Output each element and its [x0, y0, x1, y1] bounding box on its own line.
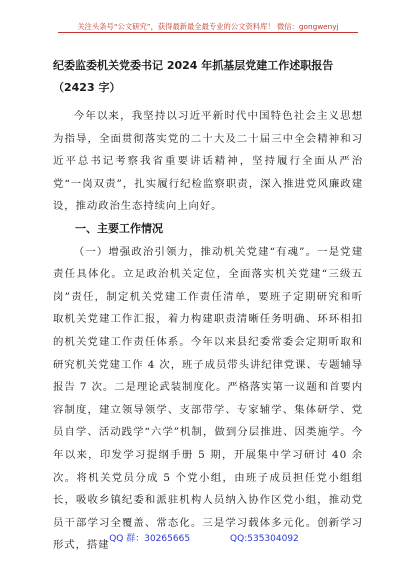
section-paragraph: （一）增强政治引领力，推动机关党建“有魂”。一是党建责任具体化。立足政治机关定位，全面落实机关党建“三级五岗”责任，制定机关党建工作责任清单，要班子定期研究和听取机关党建工作汇报，着力构建职责清晰任务明确、环环相扣的机关党建工作责任体系。今年以来县纪委常委会定期听取和研究机关党建工作 4 次，班子成员带头讲纪律党课、专题辅导报告 7 次。二是理论武装制度化。严格落实第一议题和首要内容制度，建立领导领学、支部带学、专家辅学、集体研学、党员自学、活动践学“六学”机制，做到分层推进、因类施学。今年以来，印发学习提纲手册 5 期，开展集中学习研讨 40 余次。将机关党员分成 5 个党小组，由班子成员担任党小组组长，吸收乡镇纪委和派驻机构人员纳入协作区党小组，推动党员干部学习全覆盖、常态化。三是学习载体多元化。创新学习形式，搭建: [53, 245, 363, 552]
footer: [0, 531, 408, 547]
document-body: [53, 55, 363, 557]
document-title: 纪委监委机关党委书记 2024 年抓基层党建工作述职报告: [53, 59, 334, 72]
footer-qq-group: QQ 群：30265665: [109, 534, 191, 544]
intro-paragraph: 今年以来，我坚持以习近平新时代中国特色社会主义思想为指导，全面贯彻落实党的二十大及二十届三中全会精神和习近平总书记考察我省重要讲话精神，坚持履行全面从严治党“一岗双责”，扎实履行纪检监察职责，深入推进党风廉政建设，推动政治生态持续向上向好。: [53, 110, 363, 213]
header-banner-text: 关注头条号“公文研究”，获得最新最全最专业的公文资料库！ 微信：gongwenyj: [77, 22, 339, 31]
header-banner: [58, 18, 358, 33]
word-count: （2423 字）: [53, 81, 121, 94]
section-heading: 一、主要工作情况: [75, 221, 163, 235]
footer-qq: QQ:535304092: [230, 534, 299, 544]
